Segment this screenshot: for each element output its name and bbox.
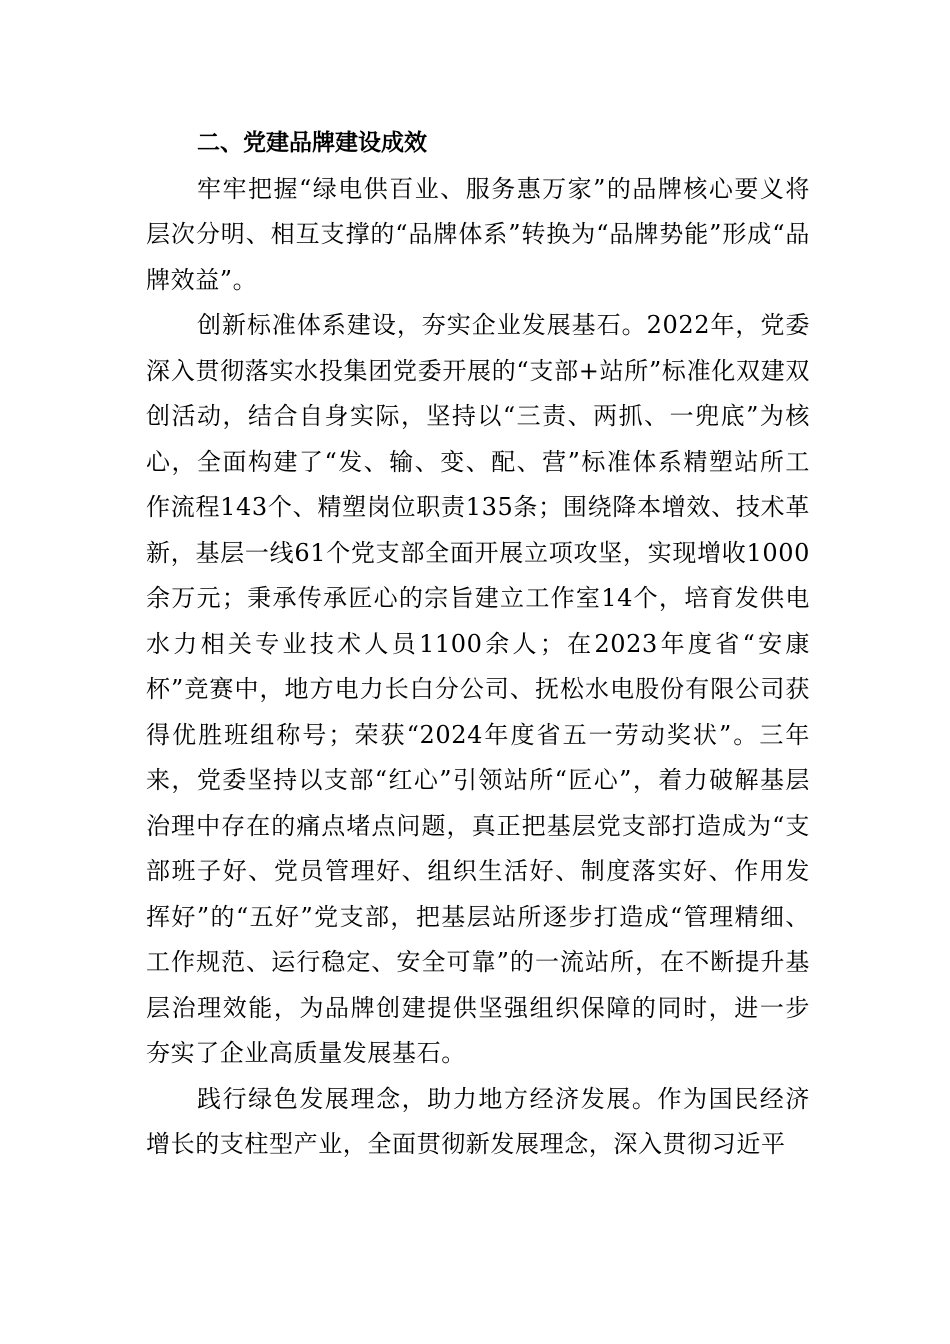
paragraph-brand-core: 牢牢把握“绿电供百业、服务惠万家”的品牌核心要义将层次分明、相互支撑的“品牌体系”转换为“品牌势能”形成“品牌效益”。 [146, 174, 810, 294]
paragraph-green-development: 践行绿色发展理念，助力地方经济发展。作为国民经济增长的支柱型产业，全面贯彻新发展理念，深入贯彻习近平 [146, 1084, 810, 1158]
paragraph-standard-system: 创新标准体系建设，夯实企业发展基石。2022年，党委深入贯彻落实水投集团党委开展的“支部+站所”标准化双建双创活动，结合自身实际，坚持以“三责、两抓、一兜底”为核心，全面构建了“发、输、变、配、营”标准体系精塑站所工作流程143个、精塑岗位职责135条；围绕降本增效、技术革新，基层一线61个党支部全面开展立项攻坚，实现增收1000余万元；秉承传承匠心的宗旨建立工作室14个，培育发供电水力相关专业技术人员1100余人；在2023年度省“安康杯”竞赛中，地方电力长白分公司、抚松水电股份有限公司获得优胜班组称号；荣获“2024年度省五一劳动奖状”。三年来，党委坚持以支部“红心”引领站所“匠心”，着力破解基层治理中存在的痛点堵点问题，真正把基层党支部打造成为“支部班子好、党员管理好、组织生活好、制度落实好、作用发挥好”的“五好”党支部，把基层站所逐步打造成“管理精细、工作规范、运行稳定、安全可靠”的一流站所，在不断提升基层治理效能，为品牌创建提供坚强组织保障的同时，进一步夯实了企业高质量发展基石。 [146, 311, 810, 1067]
document-body [146, 121, 810, 1168]
section-heading: 二、党建品牌建设成效 [197, 130, 427, 156]
